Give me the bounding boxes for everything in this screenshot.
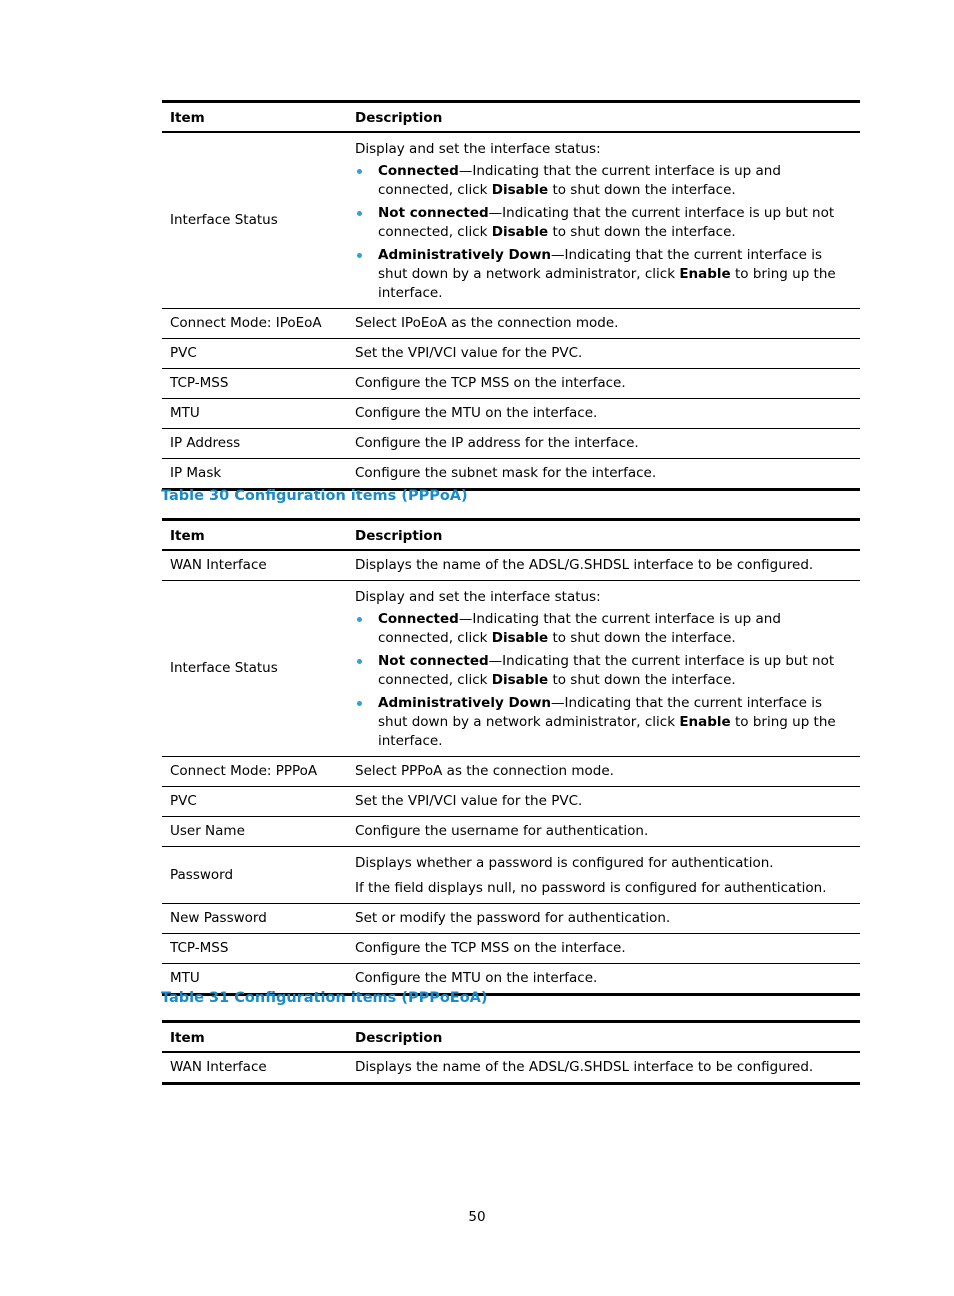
row-description: Configure the TCP MSS on the interface. bbox=[355, 940, 626, 956]
table-30 bbox=[162, 518, 860, 996]
row-description: Configure the subnet mask for the interface. bbox=[355, 465, 657, 481]
table-header bbox=[162, 102, 860, 133]
table-row bbox=[162, 817, 860, 847]
password-line-2: If the field displays null, no password is configured for authentication. bbox=[355, 880, 827, 896]
list-item: Connected—Indicating that the current interface is up and connected, click Disable to shut down the interface. bbox=[355, 162, 852, 200]
table-row bbox=[162, 550, 860, 581]
row-item: MTU bbox=[170, 970, 200, 986]
row-description bbox=[347, 132, 860, 309]
password-line-1: Displays whether a password is configured for authentication. bbox=[355, 855, 774, 871]
table-header bbox=[162, 520, 860, 551]
row-description: Displays the name of the ADSL/G.SHDSL interface to be configured. bbox=[355, 557, 814, 573]
row-description: Configure the MTU on the interface. bbox=[355, 405, 598, 421]
header-description: Description bbox=[355, 110, 443, 126]
row-item: WAN Interface bbox=[170, 557, 267, 573]
row-description bbox=[347, 847, 860, 904]
table-row bbox=[162, 369, 860, 399]
list-item: Not connected—Indicating that the current interface is up but not connected, click Disable to shut down the interface. bbox=[355, 204, 852, 242]
table-row bbox=[162, 904, 860, 934]
table-row bbox=[162, 459, 860, 490]
table-row bbox=[162, 757, 860, 787]
header-description: Description bbox=[355, 528, 443, 544]
row-item: Connect Mode: PPPoA bbox=[170, 763, 318, 779]
status-intro: Display and set the interface status: bbox=[355, 141, 601, 157]
list-item: Connected—Indicating that the current interface is up and connected, click Disable to shut down the interface. bbox=[355, 610, 852, 648]
row-description bbox=[347, 581, 860, 757]
row-description: Set or modify the password for authentication. bbox=[355, 910, 671, 926]
list-item: Not connected—Indicating that the current interface is up but not connected, click Disable to shut down the interface. bbox=[355, 652, 852, 690]
list-item: Administratively Down—Indicating that the current interface is shut down by a network administrator, click Enable to bring up the interface. bbox=[355, 246, 852, 303]
row-item: TCP-MSS bbox=[170, 940, 229, 956]
row-description: Configure the TCP MSS on the interface. bbox=[355, 375, 626, 391]
row-description: Set the VPI/VCI value for the PVC. bbox=[355, 793, 583, 809]
status-list bbox=[355, 610, 852, 751]
row-item: Interface Status bbox=[170, 212, 278, 228]
row-description: Select PPPoA as the connection mode. bbox=[355, 763, 614, 779]
row-item: IP Address bbox=[170, 435, 241, 451]
page-number: 50 bbox=[468, 1209, 486, 1225]
bullet-icon bbox=[357, 253, 362, 258]
table-row bbox=[162, 309, 860, 339]
bullet-icon bbox=[357, 659, 362, 664]
table-top bbox=[162, 100, 860, 491]
row-item: New Password bbox=[170, 910, 267, 926]
bullet-icon bbox=[357, 617, 362, 622]
row-item: IP Mask bbox=[170, 465, 222, 481]
list-item: Administratively Down—Indicating that the current interface is shut down by a network administrator, click Enable to bring up the interface. bbox=[355, 694, 852, 751]
row-item: Interface Status bbox=[170, 660, 278, 676]
table-row bbox=[162, 1052, 860, 1084]
table-row bbox=[162, 787, 860, 817]
row-item: MTU bbox=[170, 405, 200, 421]
row-description: Configure the IP address for the interface. bbox=[355, 435, 639, 451]
row-description: Select IPoEoA as the connection mode. bbox=[355, 315, 619, 331]
table-row bbox=[162, 581, 860, 757]
header-item: Item bbox=[170, 1030, 205, 1046]
table-row bbox=[162, 934, 860, 964]
table-row bbox=[162, 132, 860, 309]
table-31-caption: Table 31 Configuration items (PPPoEoA) bbox=[161, 990, 488, 1006]
row-description: Set the VPI/VCI value for the PVC. bbox=[355, 345, 583, 361]
table-header bbox=[162, 1022, 860, 1053]
status-list bbox=[355, 162, 852, 303]
table-30-caption: Table 30 Configuration items (PPPoA) bbox=[161, 488, 468, 504]
status-intro: Display and set the interface status: bbox=[355, 589, 601, 605]
row-item: Connect Mode: IPoEoA bbox=[170, 315, 322, 331]
table-31 bbox=[162, 1020, 860, 1085]
header-description: Description bbox=[355, 1030, 443, 1046]
bullet-icon bbox=[357, 169, 362, 174]
row-item: User Name bbox=[170, 823, 245, 839]
row-description: Configure the username for authentication. bbox=[355, 823, 649, 839]
row-item: Password bbox=[170, 866, 234, 883]
table-row bbox=[162, 339, 860, 369]
table-row bbox=[162, 429, 860, 459]
table-row bbox=[162, 399, 860, 429]
row-description: Displays the name of the ADSL/G.SHDSL interface to be configured. bbox=[355, 1059, 814, 1075]
row-description: Configure the MTU on the interface. bbox=[355, 970, 598, 986]
row-item: PVC bbox=[170, 345, 197, 361]
bullet-icon bbox=[357, 701, 362, 706]
bullet-icon bbox=[357, 211, 362, 216]
table-row bbox=[162, 847, 860, 904]
row-item: WAN Interface bbox=[170, 1059, 267, 1075]
row-item: PVC bbox=[170, 793, 197, 809]
header-item: Item bbox=[170, 528, 205, 544]
row-item: TCP-MSS bbox=[170, 375, 229, 391]
header-item: Item bbox=[170, 110, 205, 126]
